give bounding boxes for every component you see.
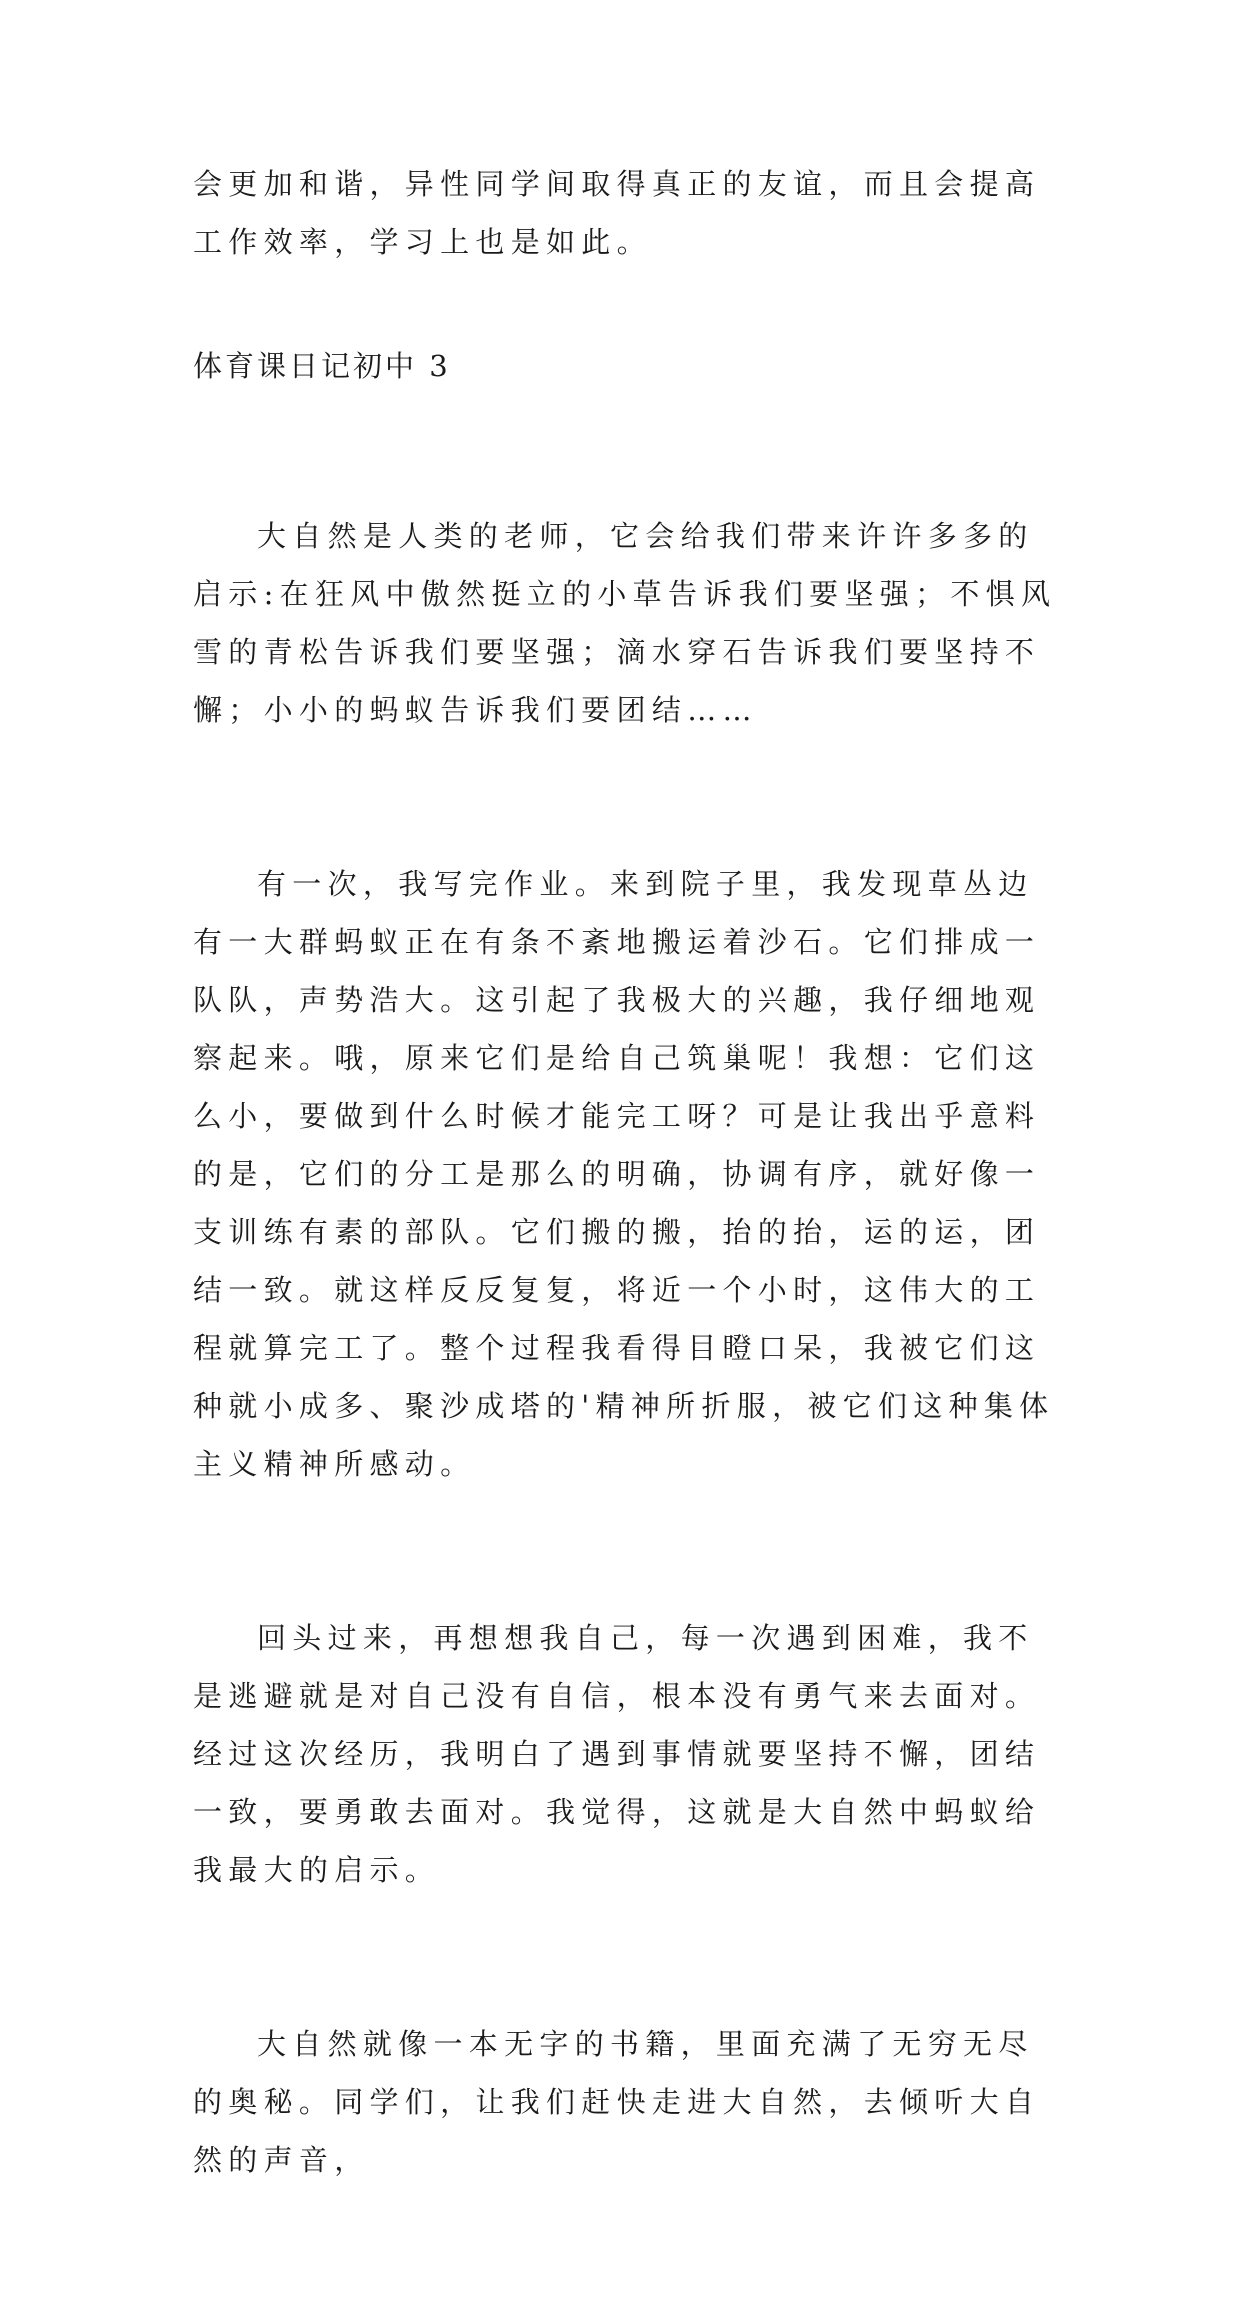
- paragraph-1: 大自然是人类的老师，它会给我们带来许许多多的启示:在狂风中傲然挺立的小草告诉我们要坚强；不惧风雪的青松告诉我们要坚强；滴水穿石告诉我们要坚持不懈；小小的蚂蚁告诉我们要团结……: [193, 519, 1057, 727]
- paragraph-2: 有一次，我写完作业。来到院子里，我发现草丛边有一大群蚂蚁正在有条不紊地搬运着沙石。它们排成一队队，声势浩大。这引起了我极大的兴趣，我仔细地观察起来。哦，原来它们是给自己筑巢呢！我想：它们这么小，要做到什么时候才能完工呀？可是让我出乎意料的是，它们的分工是那么的明确，协调有序，就好像一支训练有素的部队。它们搬的搬，抬的抬，运的运，团结一致。就这样反反复复，将近一个小时，这伟大的工程就算完工了。整个过程我看得目瞪口呆，我被它们这种就小成多、聚沙成塔的'精神所折服，被它们这种集体主义精神所感动。: [193, 867, 1055, 1481]
- continuation-paragraph: 会更加和谐，异性同学间取得真正的友谊，而且会提高工作效率，学习上也是如此。: [193, 167, 1041, 259]
- section-heading: 体育课日记初中 3: [193, 349, 451, 383]
- paragraph-3: 回头过来，再想想我自己，每一次遇到困难，我不是逃避就是对自己没有自信，根本没有勇气来去面对。经过这次经历，我明白了遇到事情就要坚持不懈，团结一致，要勇敢去面对。我觉得，这就是大自然中蚂蚁给我最大的启示。: [193, 1621, 1041, 1887]
- paragraph-4: 大自然就像一本无字的书籍，里面充满了无穷无尽的奥秘。同学们，让我们赶快走进大自然，去倾听大自然的声音，: [193, 2027, 1041, 2177]
- article-body: [193, 391, 1063, 2305]
